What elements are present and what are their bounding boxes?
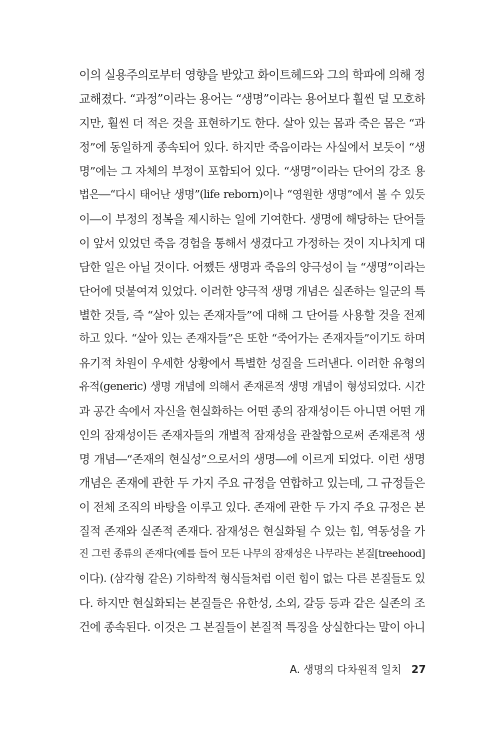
text-line: 별한 것들, 즉 “살아 있는 존재자들”에 대해 그 단어를 사용할 것을 전제 [79, 308, 425, 322]
body-text [79, 63, 425, 639]
text-line: 이의 실용주의로부터 영향을 받았고 화이트헤드와 그의 학파에 의해 정 [79, 68, 425, 82]
text-line: 이다). (삼각형 같은) 기하학적 형식들처럼 이런 힘이 없는 다른 본질들도 있 [79, 572, 425, 585]
text-line: 다. 하지만 현실화되는 본질들은 유한성, 소외, 갈등 등과 같은 실존의 조 [79, 596, 425, 610]
text-line: 지만, 훨씬 더 적은 것을 표현하기도 한다. 살아 있는 몸과 죽은 몸은 “과 [79, 116, 425, 130]
text-line: 교해졌다. “과정”이라는 용어는 “생명”이라는 용어보다 훨씬 덜 모호하 [79, 92, 425, 106]
text-line: 이 앞서 있었던 죽음 경험을 통해서 생겼다고 가정하는 것이 지나치게 대 [79, 236, 425, 250]
page-number: 27 [411, 664, 426, 676]
text-line: 유적(generic) 생명 개념에 의해서 존재론적 생명 개념이 형성되었다. 시간 [79, 380, 425, 393]
text-line: 이―이 부정의 정복을 제시하는 일에 기여한다. 생명에 해당하는 단어들 [79, 212, 425, 226]
text-line: 법은―“다시 태어난 생명”(life reborn)이나 “영원한 생명”에서 볼 수 있듯 [79, 188, 425, 201]
text-line: 명”에는 그 자체의 부정이 포함되어 있다. “생명”이라는 단어의 강조 용 [79, 164, 425, 178]
text-line: 과 공간 속에서 자신을 현실화하는 어떤 종의 잠재성이든 아니면 어떤 개 [79, 404, 425, 418]
text-line: 이 전체 조직의 바탕을 이루고 있다. 존재에 관한 두 가지 주요 규정은 본 [79, 500, 425, 514]
text-line: 개념은 존재에 관한 두 가지 주요 규정을 연합하고 있는데, 그 규정들은 [79, 476, 425, 490]
text-line: 하고 있다. “살아 있는 존재자들”은 또한 “죽어가는 존재자들”이기도 하며 [79, 332, 425, 345]
text-line: 담한 일은 아닐 것이다. 어쨌든 생명과 죽음의 양극성이 늘 “생명”이라는 [79, 260, 425, 274]
text-line: 정”에 동일하게 종속되어 있다. 하지만 죽음이라는 사실에서 보듯이 “생 [79, 140, 425, 154]
text-line: 인의 잠재성이든 존재자들의 개별적 잠재성을 관찰함으로써 존재론적 생 [79, 428, 425, 442]
running-title: A. 생명의 다차원적 일치 [289, 664, 402, 676]
text-line: 단어에 덧붙여져 있었다. 이러한 양극적 생명 개념은 실존하는 일군의 특 [79, 284, 425, 298]
text-line: 명 개념―“존재의 현실성”으로서의 생명―에 이르게 되었다. 이런 생명 [79, 452, 425, 466]
page-footer [290, 662, 426, 677]
text-line: 건에 종속된다. 이것은 그 본질들이 본질적 특징을 상실한다는 말이 아니 [79, 620, 425, 634]
text-line: 진 그런 종류의 존재다(예를 들어 모든 나무의 잠재성은 나무라는 본질[treehood] [79, 549, 425, 560]
text-line: 유기적 차원이 우세한 상황에서 특별한 성질을 드러낸다. 이러한 유형의 [79, 356, 425, 370]
text-line: 질적 존재와 실존적 존재다. 잠재성은 현실화될 수 있는 힘, 역동성을 가 [79, 524, 425, 538]
